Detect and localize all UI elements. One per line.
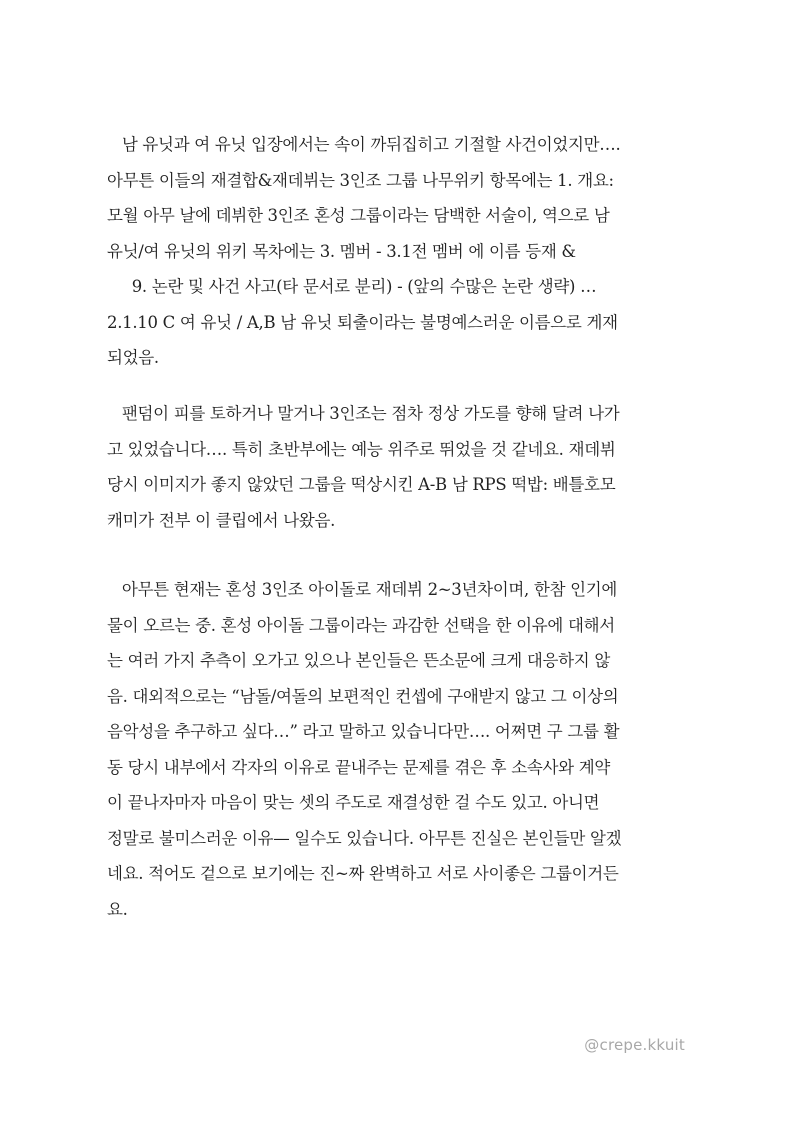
text-line: 남 유닛과 여 유닛 입장에서는 속이 까뒤집히고 기절할 사건이었지만…. [107, 135, 621, 154]
text-line: 음악성을 추구하고 싶다…” 라고 말하고 있습니다만…. 어쩌면 구 그룹 활 [107, 722, 620, 741]
paragraph-3 [107, 572, 687, 927]
text-line: 음. 대외적으로는 “남돌/여돌의 보편적인 컨셉에 구애받지 않고 그 이상의 [107, 686, 619, 706]
text-line: 되었음. [107, 348, 159, 367]
text-line: 물이 오르는 중. 혼성 아이돌 그룹이라는 과감한 선택을 한 이유에 대해서 [107, 615, 615, 635]
text-line: 당시 이미지가 좋지 않았던 그룹을 떡상시킨 A-B 남 RPS 떡밥: 배틀호모 [107, 475, 616, 494]
text-line: 요. [107, 899, 128, 919]
text-line: 캐미가 전부 이 클립에서 나왔음. [107, 510, 336, 530]
text-line: 동 당시 내부에서 각자의 이유로 끝내주는 문제를 겪은 후 소속사와 계약 [107, 757, 610, 777]
paragraph-2 [107, 396, 687, 538]
text-line: 2.1.10 C 여 유닛 / A,B 남 유닛 퇴출이라는 불명예스러운 이름으로 게재 [107, 312, 618, 332]
text-line: 고 있었습니다…. 특히 초반부에는 예능 위주로 뛰었을 것 같네요. 재데뷔 [107, 439, 616, 459]
text-line: 정말로 불미스러운 이유— 일수도 있습니다. 아무튼 진실은 본인들만 알겠 [107, 828, 622, 848]
text-line: 네요. 적어도 겉으로 보기에는 진~짜 완벽하고 서로 사이좋은 그룹이거든 [107, 864, 619, 883]
watermark-handle: @crepe.kkuit [584, 1036, 685, 1054]
text-line: 이 끝나자마자 마음이 맞는 셋의 주도로 재결성한 걸 수도 있고. 아니면 [107, 793, 600, 812]
text-line: 9. 논란 및 사건 사고(타 문서로 분리) - (앞의 수많은 논란 생략) … [107, 277, 597, 296]
text-line: 모월 아무 날에 데뷔한 3인조 혼성 그룹이라는 담백한 서술이, 역으로 남 [107, 206, 610, 225]
text-line: 는 여러 가지 추측이 오가고 있으나 본인들은 뜬소문에 크게 대응하지 않 [107, 651, 610, 670]
text-line: 아무튼 현재는 혼성 3인조 아이돌로 재데뷔 2~3년차이며, 한참 인기에 [107, 580, 618, 599]
text-line: 팬덤이 피를 토하거나 말거나 3인조는 점차 정상 가도를 향해 달려 나가 [107, 404, 620, 423]
paragraph-1 [107, 127, 687, 376]
text-line: 유닛/여 유닛의 위키 목차에는 3. 멤버 - 3.1전 멤버 에 이름 등재 & [107, 241, 576, 261]
text-line: 아무튼 이들의 재결합&재데뷔는 3인조 그룹 나무위키 항목에는 1. 개요: [107, 170, 614, 190]
